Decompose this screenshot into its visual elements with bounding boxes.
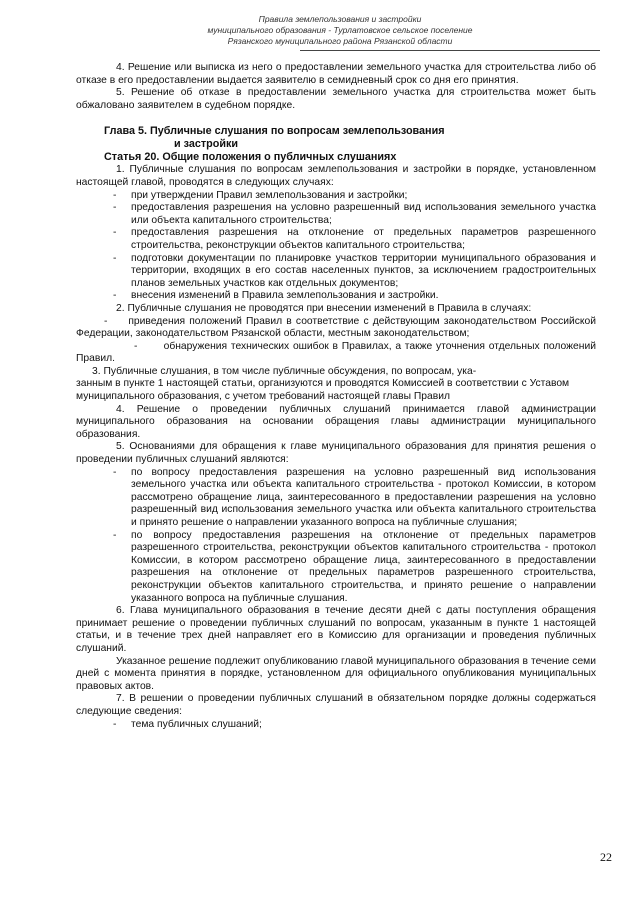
chapter-title-cont: и застройки (174, 138, 239, 151)
list-item: - внесения изменений в Правила землепользования и застройки. (76, 290, 596, 303)
clause-3-line-1: 3. Публичные слушания, в том числе публичные обсуждения, по вопросам, ука- (92, 365, 477, 377)
list-item: - подготовки документации по планировке участков территории муниципального образования и территории, входящих в его состав населенных пунктов, за исключением градостроительных планов земельных участков как отдельных документов; (76, 253, 596, 291)
list-item-text: приведения положений Правил в соответствие с действующим законодательством Российской Федерации, законодательством Рязанской области, местным законодательством; (76, 315, 597, 340)
paragraph-4: 4. Решение или выписка из него о предоставлении земельного участка для строительства либо об отказе в его предоставлении выдается заявителю в семидневный срок со дня его принятия. (76, 62, 596, 86)
list-item: - по вопросу предоставления разрешения на условно разрешенный вид использования земельного участка или объекта капитального строительства - протокол Комиссии, в котором рассмотрено обращение лица, заинтересованного в предоставлении разрешения на условно разрешенный вид использования земельного участка или объекта капитального строительства и принято решение о направлении указанного вопроса на публичные слушания; (76, 467, 596, 530)
clause-7: 7. В решении о проведении публичных слушаний в обязательном порядке должны содержаться следующие сведения: (76, 693, 596, 717)
clause-1: 1. Публичные слушания по вопросам землепользования и застройки в порядке, установленном настоящей главой, проводятся в следующих случаях: (76, 164, 596, 188)
list-item: - предоставления разрешения на отклонение от предельных параметров разрешенного строительства, реконструкции объектов капитального строительства; (76, 227, 596, 252)
header-line-2: муниципального образования - Турлатовское сельское поселение (207, 25, 473, 35)
clause-4: 4. Решение о проведении публичных слушаний принимается главой администрации муниципального образования на основании обращения главы администрации муниципального образования. (76, 403, 596, 440)
header-line-3: Рязанского муниципального района Рязанской области (227, 36, 453, 46)
list-item: - по вопросу предоставления разрешения на отклонение от предельных параметров разрешенного строительства, реконструкции объектов капитального строительства - протокол Комиссии, в котором рассмотрено обращение лица, заинтересованного в предоставлении разрешения на отклонение от предельных параметров разрешенного строительства, реконструкции объектов капитального строительства, и принято решение о направлении указанного вопроса на публичные слушания. (76, 530, 596, 606)
clause-2: 2. Публичные слушания не проводятся при внесении изменений в Правила в случаях: (116, 302, 532, 314)
running-header (150, 14, 530, 47)
header-rule (300, 50, 600, 51)
page-number: 22 (600, 850, 612, 864)
clause-3-rest: занным в пункте 1 настоящей статьи, организуются и проводятся Комиссией в соответствии с Уставом муниципального образования, с учетом требований настоящей главы Правил (76, 378, 570, 403)
article-title: Статья 20. Общие положения о публичных слушаниях (104, 151, 397, 164)
clause-5: 5. Основаниями для обращения к главе муниципального образования для принятия решения о проведении публичных слушаний являются: (76, 441, 596, 466)
paragraph-5: 5. Решение об отказе в предоставлении земельного участка для строительства может быть обжаловано заявителем в судебном порядке. (76, 87, 596, 111)
list-item: - предоставления разрешения на условно разрешенный вид использования земельного участка или объекта капитального строительства; (76, 202, 596, 227)
list-item-text: обнаружения технических ошибок в Правилах, а также уточнения отдельных положений Правил. (76, 340, 596, 365)
list-item: - при утверждении Правил землепользования и застройки; (76, 190, 596, 203)
list-item: - тема публичных слушаний; (76, 719, 596, 732)
chapter-title: Глава 5. Публичные слушания по вопросам землепользования (104, 125, 445, 138)
list-item: - приведения положений Правил в соответствие с действующим законодательством Российской Федерации, законодательством Рязанской области, местным законодательством; (76, 315, 597, 340)
header-line-1: Правила землепользования и застройки (258, 14, 422, 24)
document-body (76, 62, 596, 731)
list-item: - обнаружения технических ошибок в Правилах, а также уточнения отдельных положений Правил. (76, 340, 596, 365)
clause-6: 6. Глава муниципального образования в течение десяти дней с даты поступления обращения принимает решение о проведении публичных слушаний по вопросам, указанным в пункте 1 настоящей статьи, и в течение трех дней направляет его в Комиссию для организации и проведения публичных слушаний. (76, 605, 596, 654)
clause-6-publication: Указанное решение подлежит опубликованию главой муниципального образования в течение семи дней с момента принятия в порядке, установленном для официального опубликования муниципальных правовых актов. (76, 655, 596, 692)
